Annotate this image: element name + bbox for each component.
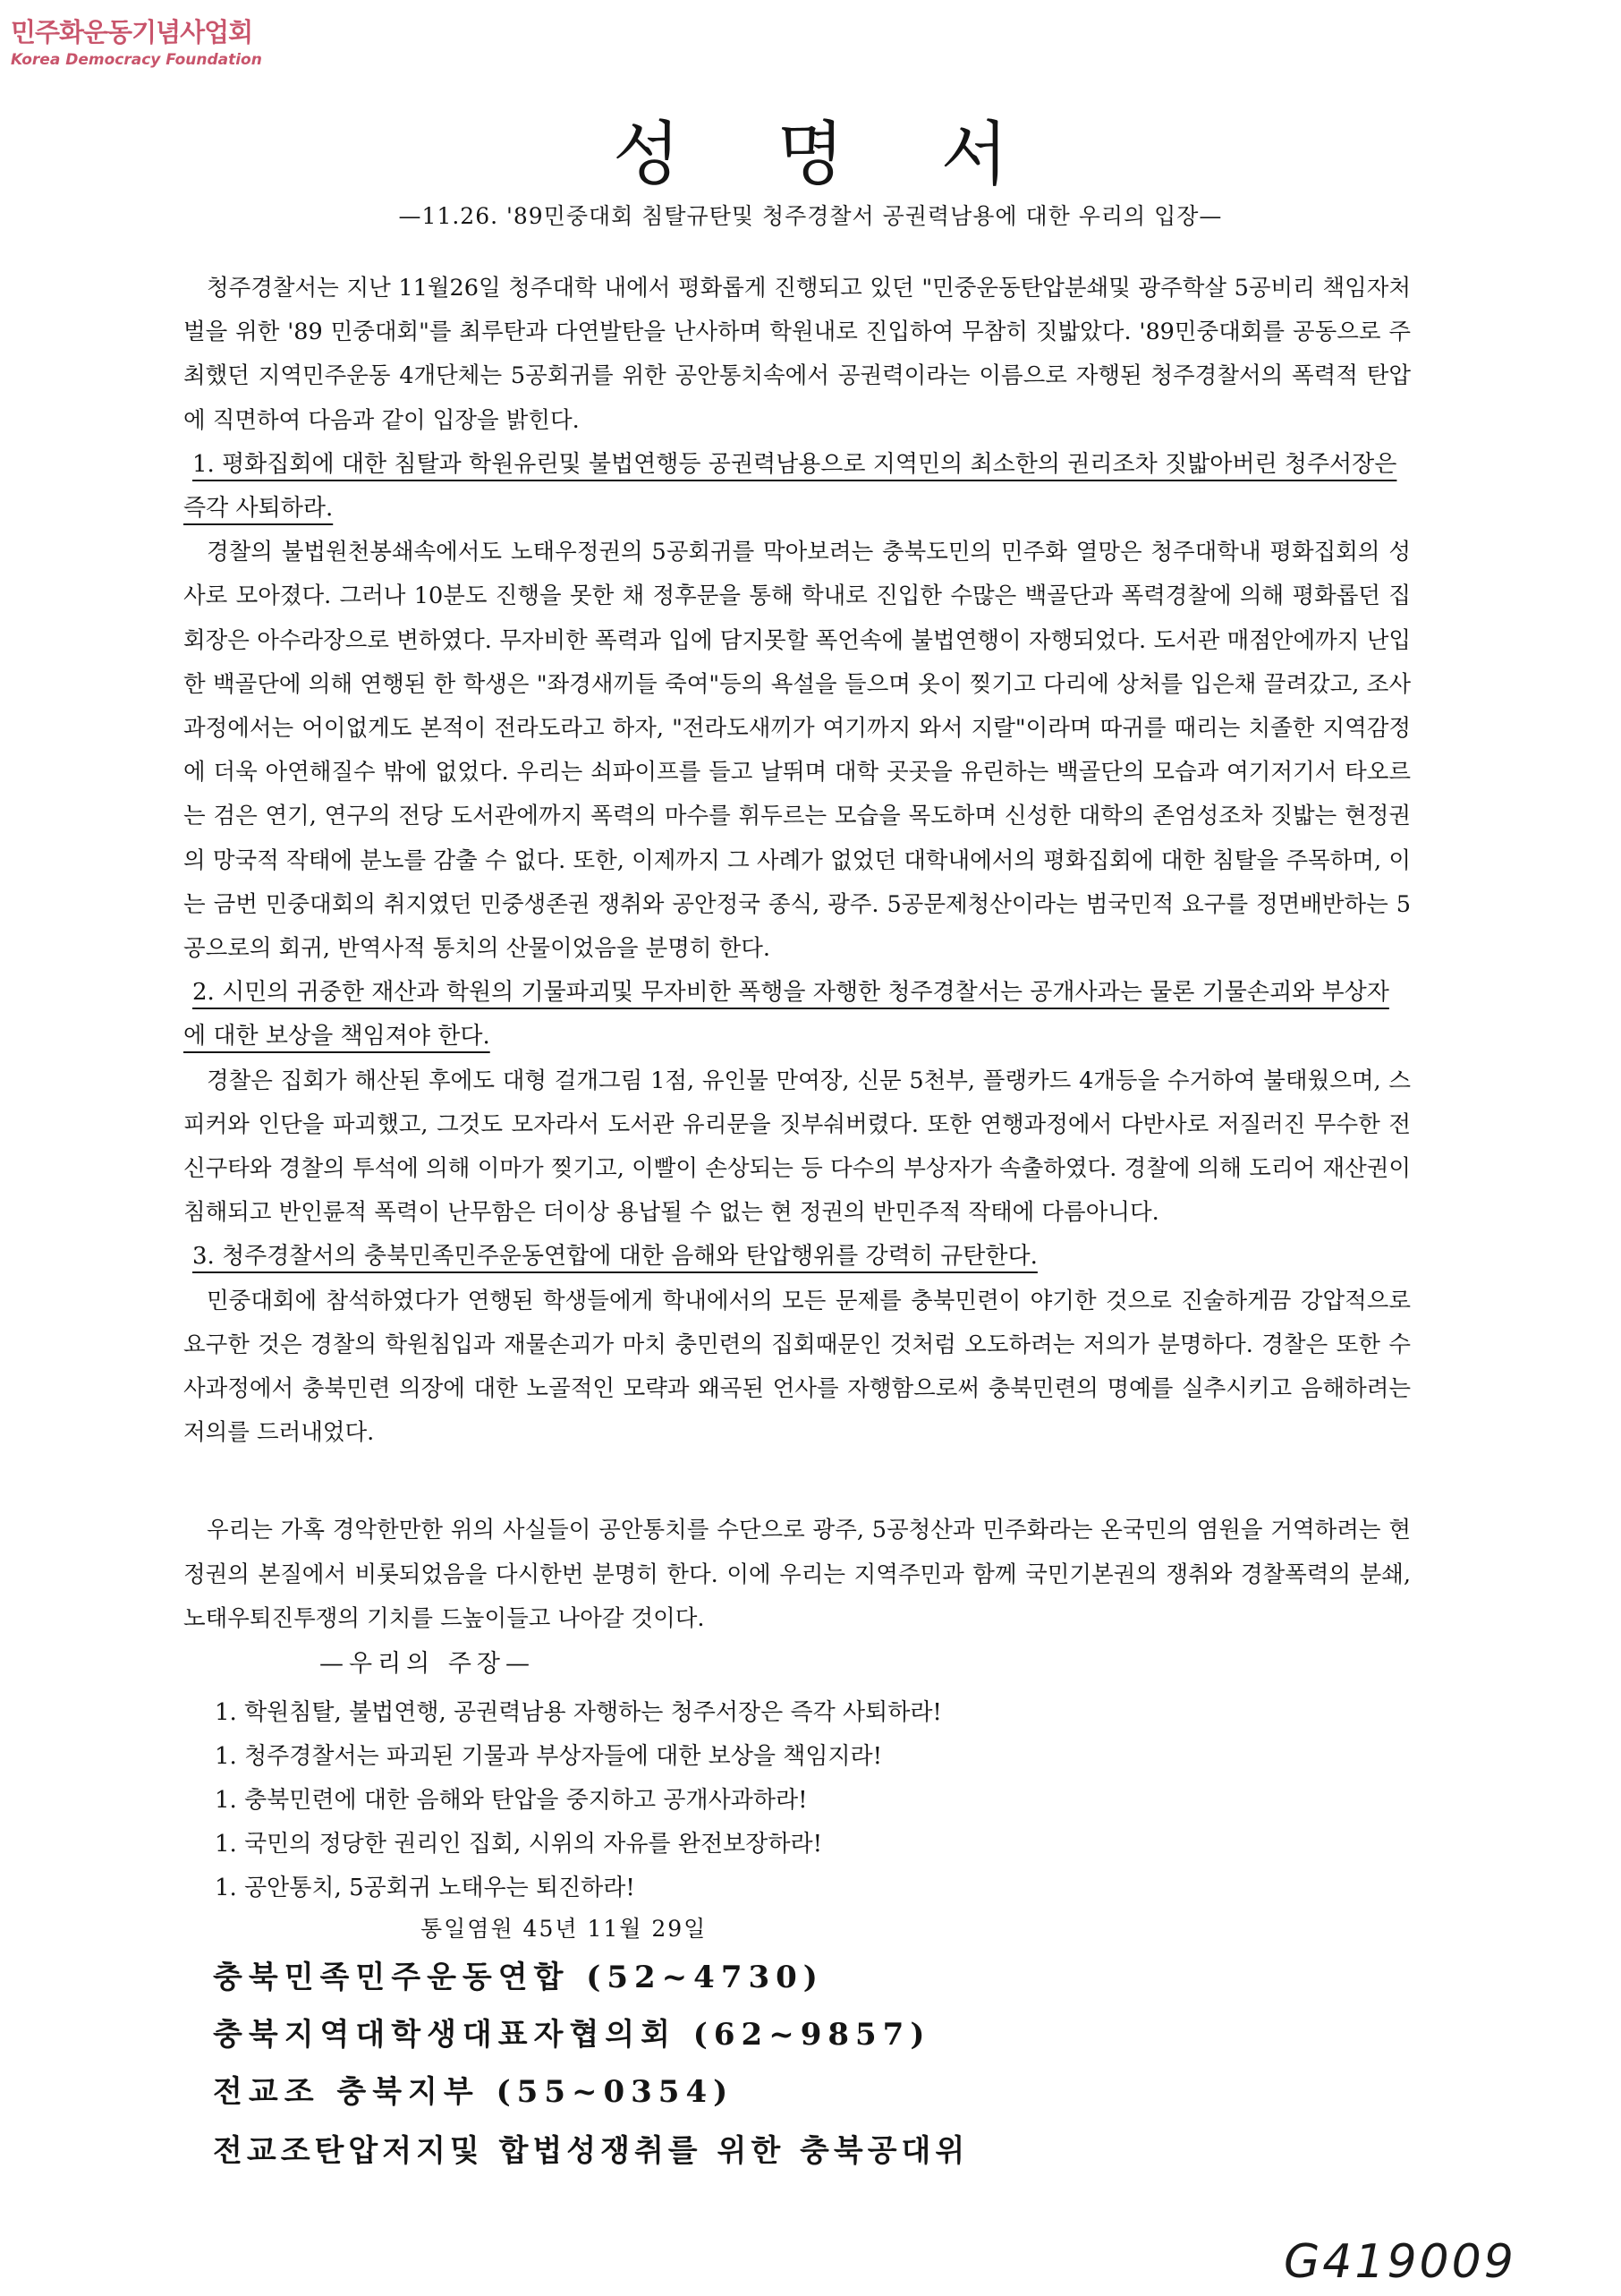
section-2-heading: 2. 시민의 귀중한 재산과 학원의 기물파괴및 무자비한 폭행을 자행한 청주경찰서는 공개사과는 물론 기물손괴와 부상자에 대한 보상을 책임져야 한다. — [183, 979, 1389, 1050]
demand-item: 1. 학원침탈, 불법연행, 공권력남용 자행하는 청주서장은 즉각 사퇴하라! — [215, 1699, 942, 1726]
demands-title: —우리의 주장— — [319, 1650, 535, 1678]
signatory: 전교조탄압저지및 합법성쟁취를 위한 충북공대위 — [213, 2133, 970, 2169]
closing-paragraph: 우리는 가혹 경악한만한 위의 사실들이 공안통치를 수단으로 광주, 5공청산과 민주화라는 온국민의 염원을 거역하려는 현 정권의 본질에서 비롯되었음을 다시한번 분명히 한다. 이에 우리는 지역주민과 함께 국민기본권의 쟁취와 경찰폭력의 분쇄, 노태우퇴진투쟁의 기치를 드높이들고 나아갈 것이다. — [183, 1517, 1411, 1632]
document-subtitle: —11.26. '89민중대회 침탈규탄및 청주경찰서 공권력남용에 대한 우리의 입장— — [398, 203, 1223, 229]
signatory: 전교조 충북지부 (55~0354) — [213, 2074, 734, 2110]
document-title: 성명서 — [612, 115, 1106, 195]
demand-item: 1. 국민의 정당한 권리인 집회, 시위의 자유를 완전보장하라! — [215, 1831, 823, 1858]
section-1-body: 경찰의 불법원천봉쇄속에서도 노태우정권의 5공회귀를 막아보려는 충북도민의 민주화 열망은 청주대학내 평화집회의 성사로 모아졌다. 그러나 10분도 진행을 못한 채 정후문을 통해 학내로 진입한 수많은 백골단과 폭력경찰에 의해 평화롭던 집회장은 아수라장으로 변하였다. 무자비한 폭력과 입에 담지못할 폭언속에 불법연행이 자행되었다. 도서관 매점안에까지 난입한 백골단에 의해 연행된 한 학생은 "좌경새끼들 죽여"등의 욕설을 들으며 옷이 찢기고 다리에 상처를 입은채 끌려갔고, 조사과정에서는 어이없게도 본적이 전라도라고 하자, "전라도새끼가 여기까지 와서 지랄"이라며 따귀를 때리는 치졸한 지역감정에 더욱 아연해질수 밖에 없었다. 우리는 쇠파이프를 들고 날뛰며 대학 곳곳을 유린하는 백골단의 모습과 여기저기서 타오르는 검은 연기, 연구의 전당 도서관에까지 폭력의 마수를 휘두르는 모습을 목도하며 신성한 대학의 존엄성조차 짓밟는 현정권의 망국적 작태에 분노를 감출 수 없다. 또한, 이제까지 그 사례가 없었던 대학내에서의 평화집회에 대한 침탈을 주목하며, 이는 금번 민중대회의 취지였던 민중생존권 쟁취와 공안정국 종식, 광주. 5공문제청산이라는 범국민적 요구를 정면배반하는 5공으로의 회귀, 반역사적 통치의 산물이었음을 분명히 한다. — [183, 539, 1411, 963]
signatory: 충북민족민주운동연합 (52~4730) — [213, 1960, 824, 1995]
section-3-heading: 3. 청주경찰서의 충북민족민주운동연합에 대한 음해와 탄압행위를 강력히 규탄한다. — [192, 1243, 1038, 1271]
watermark-korean: 민주화운동기념사업회 — [11, 17, 253, 47]
demands-list — [215, 1691, 942, 1910]
paragraph-gap — [183, 1455, 1411, 1509]
demand-item: 1. 공안통치, 5공회귀 노태우는 퇴진하라! — [215, 1875, 635, 1901]
section-2-body: 경찰은 집회가 해산된 후에도 대형 걸개그림 1점, 유인물 만여장, 신문 5천부, 플랭카드 4개등을 수거하여 불태웠으며, 스피커와 인단을 파괴했고, 그것도 모자라서 도서관 유리문을 짓부숴버렸다. 또한 연행과정에서 다반사로 저질러진 무수한 전신구타와 경찰의 투석에 의해 이마가 찢기고, 이빨이 손상되는 등 다수의 부상자가 속출하였다. 경찰에 의해 도리어 재산권이 침해되고 반인륜적 폭력이 난무함은 더이상 용납될 수 없는 현 정권의 반민주적 작태에 다름아니다. — [183, 1067, 1411, 1227]
archive-number: G419009 — [1284, 2235, 1516, 2289]
watermark — [11, 13, 262, 69]
document-body — [183, 267, 1411, 1641]
document-date: 통일염원 45년 11월 29일 — [420, 1916, 708, 1942]
watermark-english: Korea Democracy Foundation — [11, 51, 262, 69]
intro-paragraph: 청주경찰서는 지난 11월26일 청주대학 내에서 평화롭게 진행되고 있던 "민중운동탄압분쇄및 광주학살 5공비리 책임자처벌을 위한 '89 민중대회"를 최루탄과 다연발탄을 난사하며 학원내로 진입하여 무참히 짓밟았다. '89민중대회를 공동으로 주최했던 지역민주운동 4개단체는 5공회귀를 위한 공안통치속에서 공권력이라는 이름으로 자행된 청주경찰서의 폭력적 탄압에 직면하여 다음과 같이 입장을 밝힌다. — [183, 275, 1411, 434]
demand-item: 1. 충북민련에 대한 음해와 탄압을 중지하고 공개사과하라! — [215, 1787, 808, 1814]
signatory: 충북지역대학생대표자협의회 (62~9857) — [213, 2017, 931, 2053]
section-3-body: 민중대회에 참석하였다가 연행된 학생들에게 학내에서의 모든 문제를 충북민련이 야기한 것으로 진술하게끔 강압적으로 요구한 것은 경찰의 학원침입과 재물손괴가 마치 충민련의 집회때문인 것처럼 오도하려는 저의가 분명하다. 경찰은 또한 수사과정에서 충북민련 의장에 대한 노골적인 모략과 왜곡된 언사를 자행함으로써 충북민련의 명예를 실추시키고 음해하려는 저의를 드러내었다. — [183, 1287, 1411, 1447]
section-1-heading: 1. 평화집회에 대한 침탈과 학원유린및 불법연행등 공권력남용으로 지역민의 최소한의 권리조차 짓밟아버린 청주서장은 즉각 사퇴하라. — [183, 450, 1397, 523]
demand-item: 1. 청주경찰서는 파괴된 기물과 부상자들에 대한 보상을 책임지라! — [215, 1743, 883, 1770]
